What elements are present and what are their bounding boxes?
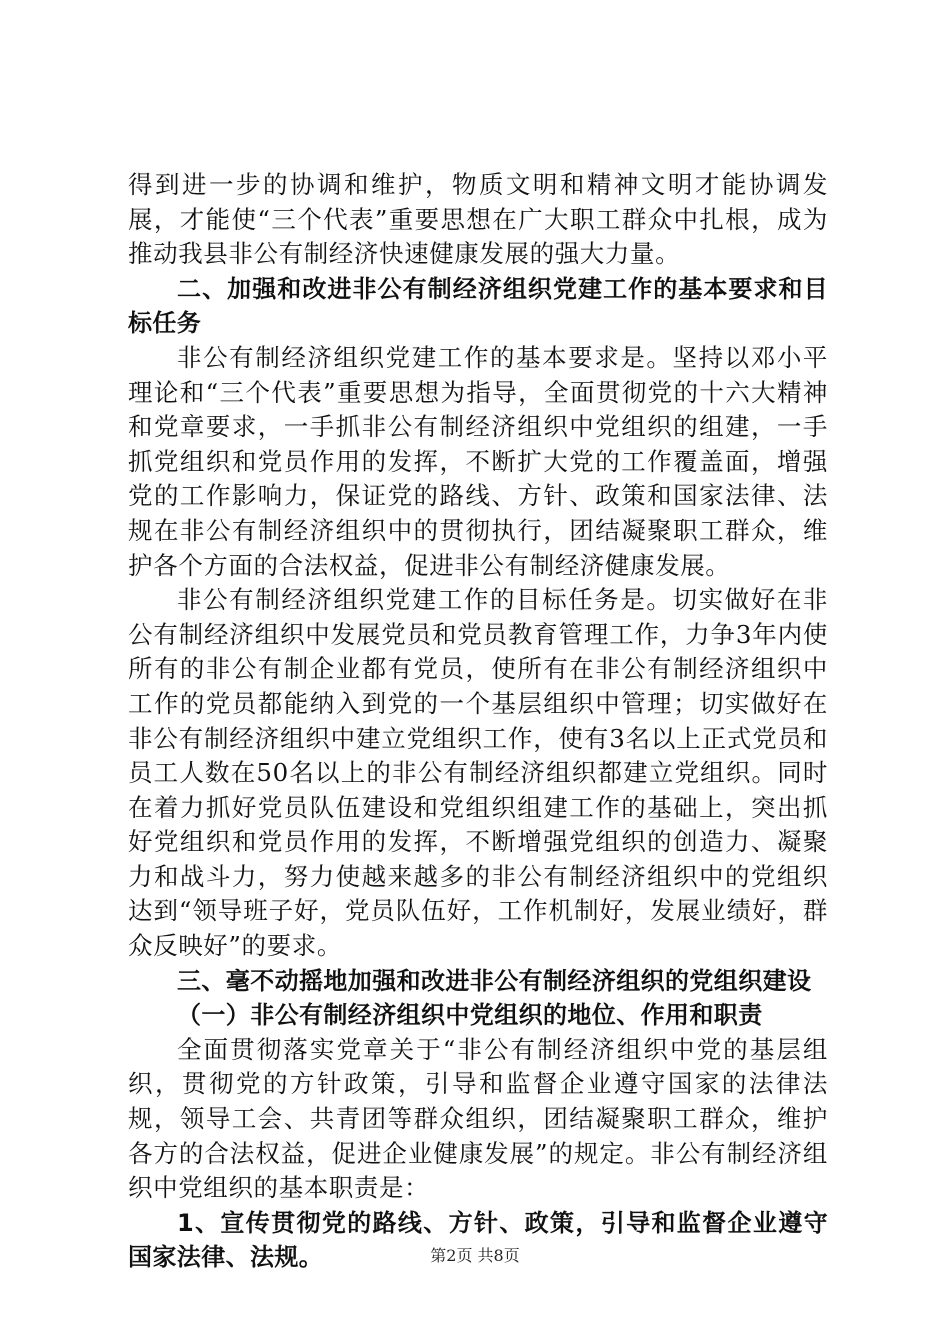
paragraph-continuation: 得到进一步的协调和维护，物质文明和精神文明才能协调发展，才能使“三个代表”重要思想在广大职工群众中扎根，成为推动我县非公有制经济快速健康发展的强大力量。 xyxy=(128,170,828,269)
subsection-heading-1: （一）非公有制经济组织中党组织的地位、作用和职责 xyxy=(177,1001,763,1030)
paragraph-party-charter: 全面贯彻落实党章关于“非公有制经济组织中党的基层组织，贯彻党的方针政策，引导和监督企业遵守国家的法律法规，领导工会、共青团等群众组织，团结凝聚职工群众，维护各方的合法权益，促进企业健康发展”的规定。非公有制经济组织中党组织的基本职责是： xyxy=(128,1034,828,1203)
section-heading-2: 二、加强和改进非公有制经济组织党建工作的基本要求和目标任务 xyxy=(128,274,828,338)
paragraph-basic-requirements: 非公有制经济组织党建工作的基本要求是。坚持以邓小平理论和“三个代表”重要思想为指导，全面贯彻党的十六大精神和党章要求，一手抓非公有制经济组织中党组织的组建，一手抓党组织和党员作用的发挥，不断扩大党的工作覆盖面，增强党的工作影响力，保证党的路线、方针、政策和国家法律、法规在非公有制经济组织中的贯彻执行，团结凝聚职工群众，维护各个方面的合法权益，促进非公有制经济健康发展。 xyxy=(128,342,828,580)
document-body xyxy=(128,168,828,1275)
duty-item-1: 1、宣传贯彻党的路线、方针、政策，引导和监督企业遵守国家法律、法规。 xyxy=(128,1208,828,1272)
section-heading-3: 三、毫不动摇地加强和改进非公有制经济组织的党组织建设 xyxy=(177,966,812,995)
paragraph-target-tasks: 非公有制经济组织党建工作的目标任务是。切实做好在非公有制经济组织中发展党员和党员教育管理工作，力争3年内使所有的非公有制企业都有党员，使所有在非公有制经济组织中工作的党员都能纳入到党的一个基层组织中管理；切实做好在非公有制经济组织中建立党组织工作，使有3名以上正式党员和员工人数在50名以上的非公有制经济组织都建立党组织。同时在着力抓好党员队伍建设和党组织组建工作的基础上，突出抓好党组织和党员作用的发挥，不断增强党组织的创造力、凝聚力和战斗力，努力使越来越多的非公有制经济组织中的党组织达到“领导班子好，党员队伍好，工作机制好，发展业绩好，群众反映好”的要求。 xyxy=(128,585,828,961)
page-footer: 第2页 共8页 xyxy=(430,1246,520,1265)
